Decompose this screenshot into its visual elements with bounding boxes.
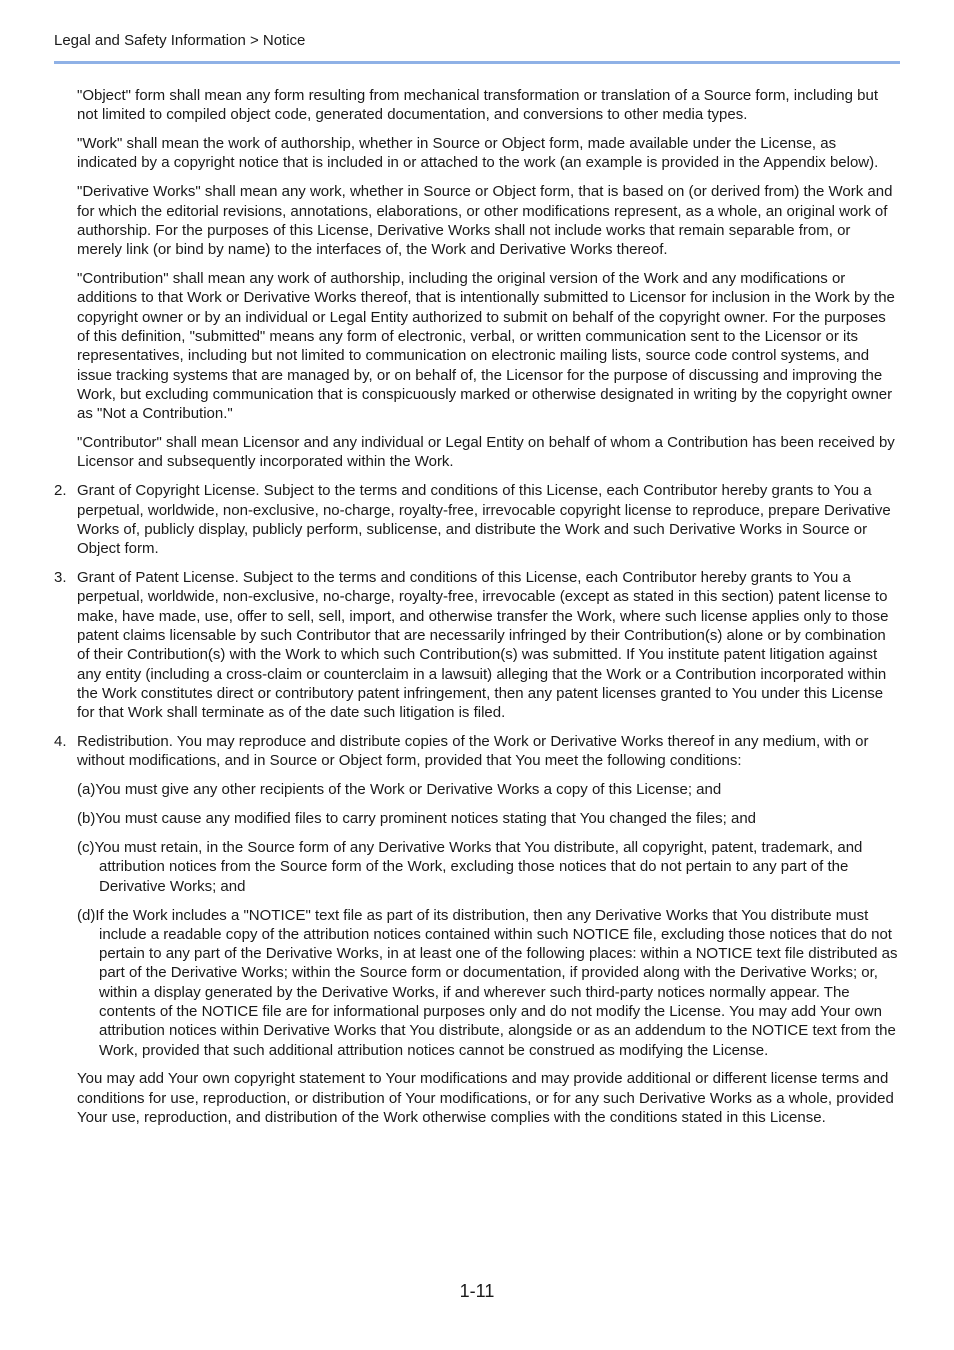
definition-contribution: "Contribution" shall mean any work of authorship, including the original version of the Work and any modifications or additions to that Work or Derivative Works thereof, that is intentionally submitted to Licensor for inclusion in the Work by the copyright owner or by an individual or Legal Entity authorized to submit on behalf of the copyright owner. For the purposes of this definition, "submitted" means any form of electronic, verbal, or written communication sent to the Licensor or its representatives, including but not limited to communication on electronic mailing lists, source code control systems, and issue tracking systems that are managed by, or on behalf of, the Licensor for the purpose of discussing and improving the Work, but excluding communication that is conspicuously marked or otherwise designated in writing by the copyright owner as "Not a Contribution." — [77, 270, 895, 423]
list-item-number: 4. — [54, 733, 67, 751]
list-item-number: 3. — [54, 569, 67, 587]
page-number: 1-11 — [459, 1281, 495, 1301]
definition-derivative-works: "Derivative Works" shall mean any work, whether in Source or Object form, that is based on (or derived from) the Work and for which the editorial revisions, annotations, elaborations, or other modifications represent, as a whole, an original work of authorship. For the purposes of this License, Derivative Works shall not include works that remain separable from, or merely link (or bind by name) to the interfaces of, the Work and Derivative Works thereof. — [77, 183, 893, 259]
list-item-text: Grant of Patent License. Subject to the terms and conditions of this License, each Contributor hereby grants to You a perpetual, worldwide, non-exclusive, no-charge, royalty-free, irrevocable (except as stated in this section) patent license to make, have made, use, offer to sell, sell, import, and otherwise transfer the Work, where such license applies only to those patent claims licensable by such Contributor that are necessarily infringed by their Contribution(s) alone or by combination of their Contribution(s) with the Work to which such Contribution(s) was submitted. If You institute patent litigation against any entity (including a cross-claim or counterclaim in a lawsuit) alleging that the Work or a Contribution incorporated within the Work constitutes direct or contributory patent infringement, then any patent licenses granted to You under this License for that Work shall terminate as of the date such litigation is filed. — [77, 569, 889, 722]
definition-contributor: "Contributor" shall mean Licensor and any individual or Legal Entity on behalf of whom a Contribution has been received by Licensor and subsequently incorporated within the Work. — [77, 434, 895, 471]
definition-object: "Object" form shall mean any form resulting from mechanical transformation or translation of a Source form, including but not limited to compiled object code, generated documentation, and conversions to other media types. — [77, 87, 878, 124]
definition-work: "Work" shall mean the work of authorship, whether in Source or Object form, made available under the License, as indicated by a copyright notice that is included in or attached to the work (an example is provided in the Appendix below). — [77, 135, 879, 172]
list-item-text: Grant of Copyright License. Subject to the terms and conditions of this License, each Contributor hereby grants to You a perpetual, worldwide, non-exclusive, no-charge, royalty-free, irrevocable copyright license to reproduce, prepare Derivative Works of, publicly display, publicly perform, sublicense, and distribute the Work and such Derivative Works in Source or Object form. — [77, 482, 891, 558]
breadcrumb: Legal and Safety Information > Notice — [54, 32, 306, 49]
list-item-text: Redistribution. You may reproduce and distribute copies of the Work or Derivative Works thereof in any medium, with or without modifications, and in Source or Object form, provided that You meet the following conditions: — [77, 733, 869, 770]
condition-c: (c)You must retain, in the Source form of any Derivative Works that You distribute, all copyright, patent, trademark, and attribution notices from the Source form of the Work, excluding those notices that do not pertain to any part of the Derivative Works; and — [77, 839, 863, 895]
list-item-number: 2. — [54, 482, 67, 500]
header-divider — [54, 61, 900, 64]
condition-a: (a)You must give any other recipients of the Work or Derivative Works a copy of this License; and — [77, 781, 722, 799]
list-item-patent-license — [54, 568, 898, 722]
condition-d: (d)If the Work includes a "NOTICE" text file as part of its distribution, then any Derivative Works that You distribute must include a readable copy of the attribution notices contained within such NOTICE file, excluding those notices that do not pertain to any part of the Derivative Works, in at least one of the following places: within a NOTICE text file distributed as part of the Derivative Works; within the Source form or documentation, if provided along with the Derivative Works; or, within a display generated by the Derivative Works, if and wherever such third-party notices normally appear. The contents of the NOTICE file are for informational purposes only and do not modify the License. You may add Your own attribution notices within Derivative Works that You distribute, alongside or as an addendum to the NOTICE text from the Work, provided that such additional attribution notices cannot be construed as modifying the License. — [77, 906, 898, 1059]
condition-b: (b)You must cause any modified files to carry prominent notices stating that You changed the files; and — [77, 810, 757, 828]
document-body — [54, 86, 898, 1137]
list-item-redistribution — [54, 732, 898, 771]
own-copyright-statement: You may add Your own copyright statement to Your modifications and may provide additional or different license terms and conditions for use, reproduction, or distribution of Your modifications, or for any such Derivative Works as a whole, provided Your use, reproduction, and distribution of the Work otherwise complies with the conditions stated in this License. — [77, 1070, 894, 1127]
list-item-copyright-license — [54, 481, 898, 558]
